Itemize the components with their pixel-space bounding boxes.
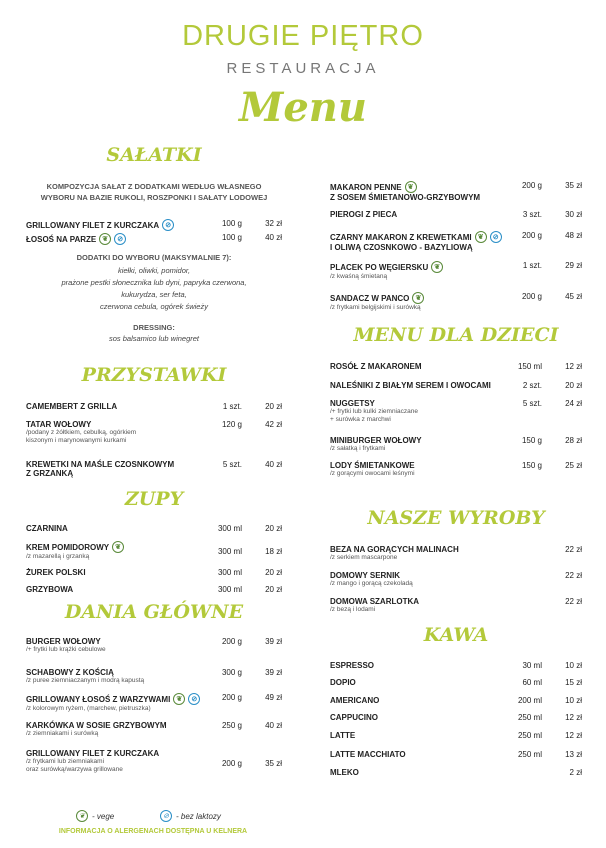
menu-item-name-row bbox=[330, 750, 582, 759]
menu-item-name-row bbox=[330, 362, 582, 371]
menu-item-price: 20 zł bbox=[265, 402, 282, 411]
menu-item-name-row bbox=[330, 381, 582, 390]
menu-item bbox=[26, 668, 282, 685]
menu-item-quantity: 200 g bbox=[221, 693, 242, 702]
menu-item bbox=[26, 637, 282, 654]
menu-item-price: 12 zł bbox=[565, 713, 582, 722]
menu-item bbox=[26, 420, 282, 445]
restaurant-name: DRUGIE PIĘTRO bbox=[182, 20, 424, 52]
menu-item-price: 2 zł bbox=[569, 768, 582, 777]
menu-item-name-row bbox=[330, 713, 582, 722]
menu-item-name-row bbox=[330, 597, 582, 606]
menu-item-price: 29 zł bbox=[565, 261, 582, 270]
dressing-text: sos balsamico lub winegret bbox=[108, 334, 200, 343]
menu-item-name-row bbox=[330, 292, 582, 304]
menu-item-name: PIEROGI Z PIECA bbox=[330, 210, 398, 219]
menu-item-description: /z bezą i lodami bbox=[330, 606, 376, 613]
menu-item-description: /z sałatką i frytkami bbox=[330, 445, 386, 452]
menu-item-name: MINIBURGER WOŁOWY bbox=[330, 436, 422, 445]
menu-item-name-row bbox=[330, 545, 582, 554]
menu-item-description: /+ frytki lub krążki cebulowe bbox=[26, 646, 106, 653]
menu-item-quantity: 300 g bbox=[221, 668, 242, 677]
menu-item-name: CZARNY MAKARON Z KREWETKAMI bbox=[330, 232, 472, 242]
menu-item-name-row bbox=[26, 637, 282, 646]
menu-item-description: + surówka z marchwi bbox=[330, 416, 391, 423]
menu-item-name-row bbox=[26, 693, 282, 705]
menu-item-name-row bbox=[330, 696, 582, 705]
menu-item-name-row bbox=[330, 731, 582, 740]
menu-item-quantity: 200 g bbox=[521, 292, 542, 301]
menu-item-quantity: 300 ml bbox=[217, 547, 242, 556]
menu-item-description: /z gorącymi owocami leśnymi bbox=[330, 470, 415, 477]
menu-item bbox=[330, 399, 582, 424]
menu-item-name-row bbox=[26, 524, 282, 533]
menu-item-description: /z kolorowym ryżem, (marchew, pietruszka) bbox=[26, 705, 151, 712]
menu-item-name: SCHABOWY Z KOŚCIĄ bbox=[26, 668, 114, 677]
menu-item-quantity: 300 ml bbox=[217, 524, 242, 533]
menu-item-name: CZARNINA bbox=[26, 524, 68, 533]
addons-title: DODATKI DO WYBORU (MAKSYMALNIE 7): bbox=[76, 253, 232, 262]
salads-intro-line: KOMPOZYCJA SAŁAT Z DODATKAMI WEDŁUG WŁASNEGO bbox=[46, 182, 262, 191]
addons-line: kukurydza, ser feta, bbox=[121, 290, 187, 299]
menu-item bbox=[330, 571, 582, 588]
menu-item-name-row bbox=[330, 181, 582, 193]
menu-item-quantity: 60 ml bbox=[522, 678, 542, 687]
menu-item bbox=[330, 713, 582, 722]
menu-item-price: 42 zł bbox=[265, 420, 282, 429]
menu-item bbox=[26, 233, 282, 245]
legend-vege bbox=[76, 810, 114, 822]
menu-item bbox=[330, 381, 582, 390]
menu-item-quantity: 200 g bbox=[221, 759, 242, 768]
menu-item bbox=[330, 750, 582, 759]
menu-item-name-row bbox=[26, 233, 282, 245]
menu-item bbox=[330, 661, 582, 670]
menu-item-price: 20 zł bbox=[265, 585, 282, 594]
menu-item-price: 20 zł bbox=[265, 524, 282, 533]
menu-item-name: MAKARON PENNE bbox=[330, 182, 402, 192]
menu-item bbox=[330, 362, 582, 371]
menu-item-name: DOMOWY SERNIK bbox=[330, 571, 401, 580]
menu-item-quantity: 1 szt. bbox=[522, 261, 542, 270]
menu-item bbox=[330, 181, 582, 202]
menu-item-price: 48 zł bbox=[565, 231, 582, 240]
menu-item-name: NUGGETSY bbox=[330, 399, 375, 408]
section-title-desserts: NASZE WYROBY bbox=[367, 507, 545, 529]
menu-item-quantity: 250 ml bbox=[517, 750, 542, 759]
legend-vege-label: - vege bbox=[92, 811, 115, 821]
menu-item-quantity: 300 ml bbox=[217, 585, 242, 594]
menu-item-price: 40 zł bbox=[265, 233, 282, 242]
menu-item-name: LATTE bbox=[330, 731, 356, 740]
menu-item-quantity: 200 ml bbox=[517, 696, 542, 705]
leaf-icon: ❦ bbox=[412, 292, 424, 304]
menu-item-description: kiszonym i marynowanymi kurkami bbox=[26, 437, 127, 444]
menu-item-price: 20 zł bbox=[265, 568, 282, 577]
menu-item-name-row bbox=[330, 768, 582, 777]
menu-item-quantity: 300 ml bbox=[217, 568, 242, 577]
menu-item-name-row bbox=[330, 661, 582, 670]
menu-item bbox=[330, 261, 582, 281]
menu-item-name: KREM POMIDOROWY bbox=[26, 542, 110, 552]
menu-item bbox=[26, 402, 282, 411]
leaf-icon: ❦ bbox=[475, 231, 487, 243]
menu-item-name: NALEŚNIKI Z BIAŁYM SEREM I OWOCAMI bbox=[330, 381, 491, 390]
menu-item-name: DOPIO bbox=[330, 678, 356, 687]
menu-item bbox=[330, 545, 582, 562]
menu-item-price: 40 zł bbox=[265, 721, 282, 730]
leaf-icon: ❦ bbox=[112, 541, 124, 553]
menu-item-price: 35 zł bbox=[565, 181, 582, 190]
menu-item-quantity: 3 szt. bbox=[522, 210, 542, 219]
menu-item-price: 15 zł bbox=[565, 678, 582, 687]
section-title-kids: MENU DLA DZIECI bbox=[353, 324, 559, 346]
menu-item bbox=[26, 568, 282, 577]
menu-item-description: oraz surówką/warzywa grillowane bbox=[26, 766, 123, 773]
menu-item-quantity: 150 g bbox=[521, 436, 542, 445]
menu-item-name-row bbox=[26, 469, 282, 478]
menu-title: Menu bbox=[239, 84, 367, 131]
menu-item-quantity: 5 szt. bbox=[522, 399, 542, 408]
menu-item bbox=[26, 541, 282, 561]
addons-line: kiełki, oliwki, pomidor, bbox=[117, 266, 191, 275]
menu-item-name: LODY ŚMIETANKOWE bbox=[330, 461, 415, 470]
legend-lf-label: - bez laktozy bbox=[176, 811, 221, 821]
menu-item-name: ROSÓŁ Z MAKARONEM bbox=[330, 362, 422, 371]
addons-line: prażone pestki słonecznika lub dyni, papryka czerwona, bbox=[61, 278, 247, 287]
menu-item-name: MLEKO bbox=[330, 768, 359, 777]
menu-item-name-cont: I OLIWĄ CZOSNKOWO - BAZYLIOWĄ bbox=[330, 243, 473, 252]
menu-item-price: 22 zł bbox=[565, 571, 582, 580]
menu-item-name-row bbox=[330, 210, 582, 219]
menu-item-price: 10 zł bbox=[565, 661, 582, 670]
menu-item bbox=[26, 721, 282, 738]
menu-item-description: /z frytkami belgijskimi i surówką bbox=[330, 304, 421, 311]
menu-item-name-row bbox=[330, 571, 582, 580]
menu-item-description: /+ frytki lub kulki ziemniaczane bbox=[330, 408, 418, 415]
section-title-mains: DANIA GŁÓWNE bbox=[64, 601, 244, 623]
menu-item-name-row bbox=[330, 436, 582, 445]
section-title-soups: ZUPY bbox=[124, 488, 184, 510]
menu-item-name: GRZYBOWA bbox=[26, 585, 74, 594]
menu-item-name: GRILLOWANY FILET Z KURCZAKA bbox=[26, 749, 160, 758]
lactose-free-icon: ⊘ bbox=[490, 231, 502, 243]
restaurant-subtitle: RESTAURACJA bbox=[226, 60, 380, 77]
menu-item-name: KREWETKI NA MAŚLE CZOSNKOWYM bbox=[26, 460, 175, 469]
dressing-title: DRESSING: bbox=[133, 323, 175, 332]
menu-item-price: 12 zł bbox=[565, 362, 582, 371]
menu-item-quantity: 5 szt. bbox=[222, 460, 242, 469]
menu-item-name: BEZA NA GORĄCYCH MALINACH bbox=[330, 545, 459, 554]
menu-item-quantity: 120 g bbox=[221, 420, 242, 429]
menu-item-quantity: 250 g bbox=[221, 721, 242, 730]
salads-intro bbox=[26, 181, 282, 203]
menu-item-price: 28 zł bbox=[565, 436, 582, 445]
menu-item-price: 35 zł bbox=[265, 759, 282, 768]
menu-item-price: 49 zł bbox=[265, 693, 282, 702]
menu-item bbox=[330, 436, 582, 453]
menu-item bbox=[26, 460, 282, 478]
menu-item bbox=[330, 210, 582, 219]
leaf-icon: ❦ bbox=[76, 810, 88, 822]
menu-item-name: KARKÓWKA W SOSIE GRZYBOWYM bbox=[26, 721, 167, 730]
menu-item-price: 40 zł bbox=[265, 460, 282, 469]
menu-item-name: BURGER WOŁOWY bbox=[26, 637, 101, 646]
menu-item-description: /z ziemniakami i surówką bbox=[26, 730, 99, 737]
menu-item-name: GRILLOWANY ŁOSOŚ Z WARZYWAMI bbox=[26, 694, 171, 704]
menu-item bbox=[26, 219, 282, 231]
menu-item-name: ŁOSOŚ NA PARZE bbox=[26, 234, 97, 244]
menu-item-name: CAMEMBERT Z GRILLA bbox=[26, 402, 118, 411]
menu-item bbox=[26, 585, 282, 594]
menu-item-price: 18 zł bbox=[265, 547, 282, 556]
leaf-icon: ❦ bbox=[99, 233, 111, 245]
section-title-coffee: KAWA bbox=[423, 624, 489, 646]
menu-item-quantity: 100 g bbox=[221, 219, 242, 228]
leaf-icon: ❦ bbox=[173, 693, 185, 705]
menu-item bbox=[330, 461, 582, 478]
menu-item-name: PLACEK PO WĘGIERSKU bbox=[330, 262, 429, 272]
menu-item bbox=[330, 696, 582, 705]
salads-intro-line: WYBORU NA BAZIE RUKOLI, ROSZPONKI I SAŁATY LODOWEJ bbox=[40, 193, 268, 202]
menu-item-name: TATAR WOŁOWY bbox=[26, 420, 92, 429]
menu-item-name-row bbox=[330, 231, 582, 243]
menu-item-name-row bbox=[26, 420, 282, 429]
menu-item-name-row bbox=[26, 402, 282, 411]
addons-line: czerwona cebula, ogórek świeży bbox=[100, 302, 208, 311]
menu-item-quantity: 200 g bbox=[521, 181, 542, 190]
menu-item-name-row bbox=[26, 585, 282, 594]
menu-item-quantity: 150 ml bbox=[517, 362, 542, 371]
menu-item-price: 25 zł bbox=[565, 461, 582, 470]
menu-item-name-row bbox=[330, 678, 582, 687]
menu-item-name: AMERICANO bbox=[330, 696, 380, 705]
menu-item bbox=[26, 749, 282, 774]
menu-item-name-row bbox=[26, 668, 282, 677]
menu-item-description: /z kwaśną śmietaną bbox=[330, 273, 388, 280]
menu-item-quantity: 2 szt. bbox=[522, 381, 542, 390]
menu-item-description: /z mazarellą i grzanką bbox=[26, 553, 90, 560]
menu-item-price: 32 zł bbox=[265, 219, 282, 228]
menu-item-name-row bbox=[26, 541, 282, 553]
menu-item-price: 22 zł bbox=[565, 597, 582, 606]
menu-item bbox=[26, 524, 282, 533]
menu-item-quantity: 150 g bbox=[521, 461, 542, 470]
menu-item-name: SANDACZ W PANCO bbox=[330, 293, 410, 303]
menu-item bbox=[330, 597, 582, 614]
menu-item-name-row bbox=[330, 243, 582, 252]
menu-item-name-row bbox=[26, 568, 282, 577]
menu-item-name: CAPPUCINO bbox=[330, 713, 379, 722]
menu-item-name: GRILLOWANY FILET Z KURCZAKA bbox=[26, 220, 160, 230]
menu-item-name-row bbox=[26, 219, 282, 231]
menu-item-name-row bbox=[330, 193, 582, 202]
menu-item bbox=[330, 231, 582, 252]
menu-item-name-row bbox=[26, 749, 282, 758]
menu-item-quantity: 200 g bbox=[221, 637, 242, 646]
menu-item-name-row bbox=[330, 261, 582, 273]
menu-item-price: 39 zł bbox=[265, 637, 282, 646]
lactose-free-icon: ⊘ bbox=[160, 810, 172, 822]
legend-lactose-free bbox=[160, 810, 221, 822]
menu-item-name: LATTE MACCHIATO bbox=[330, 750, 406, 759]
lactose-free-icon: ⊘ bbox=[162, 219, 174, 231]
addons-list bbox=[26, 265, 282, 313]
menu-item-description: /podany z żółtkiem, cebulką, ogórkiem bbox=[26, 429, 137, 436]
menu-item-description: /z puree ziemniaczanym i modrą kapustą bbox=[26, 677, 145, 684]
menu-item-price: 39 zł bbox=[265, 668, 282, 677]
menu-item-price: 30 zł bbox=[565, 210, 582, 219]
menu-item-quantity: 30 ml bbox=[522, 661, 542, 670]
menu-item bbox=[330, 731, 582, 740]
lactose-free-icon: ⊘ bbox=[188, 693, 200, 705]
menu-item-price: 45 zł bbox=[565, 292, 582, 301]
menu-item-quantity: 250 ml bbox=[517, 731, 542, 740]
leaf-icon: ❦ bbox=[405, 181, 417, 193]
menu-item-name-cont: Z SOSEM ŚMIETANOWO-GRZYBOWYM bbox=[330, 193, 481, 202]
menu-item-name-row bbox=[26, 460, 282, 469]
lactose-free-icon: ⊘ bbox=[114, 233, 126, 245]
allergen-note: INFORMACJA O ALERGENACH DOSTĘPNA U KELNERA bbox=[58, 828, 248, 835]
menu-item bbox=[26, 693, 282, 713]
menu-item-name-row bbox=[26, 721, 282, 730]
menu-item-price: 22 zł bbox=[565, 545, 582, 554]
menu-item-quantity: 200 g bbox=[521, 231, 542, 240]
section-title-salads: SAŁATKI bbox=[106, 144, 202, 166]
menu-item-price: 20 zł bbox=[565, 381, 582, 390]
menu-item-name: ESPRESSO bbox=[330, 661, 375, 670]
menu-item-name: DOMOWA SZARLOTKA bbox=[330, 597, 420, 606]
menu-item-price: 24 zł bbox=[565, 399, 582, 408]
menu-item-price: 10 zł bbox=[565, 696, 582, 705]
menu-item bbox=[330, 292, 582, 312]
menu-item bbox=[330, 678, 582, 687]
menu-item-description: /z mango i gorącą czekoladą bbox=[330, 580, 413, 587]
menu-item-quantity: 1 szt. bbox=[222, 402, 242, 411]
menu-item-name-cont: Z GRZANKĄ bbox=[26, 469, 74, 478]
section-title-starters: PRZYSTAWKI bbox=[81, 364, 227, 386]
menu-item-description: /z frytkami lub ziemniakami bbox=[26, 758, 105, 765]
menu-item-description: /z serkiem mascarpone bbox=[330, 554, 398, 561]
menu-item bbox=[330, 768, 582, 777]
menu-item-quantity: 100 g bbox=[221, 233, 242, 242]
menu-item-price: 12 zł bbox=[565, 731, 582, 740]
menu-item-quantity: 250 ml bbox=[517, 713, 542, 722]
menu-item-name-row bbox=[330, 399, 582, 408]
menu-item-name: ŻUREK POLSKI bbox=[26, 568, 86, 577]
leaf-icon: ❦ bbox=[431, 261, 443, 273]
menu-item-price: 13 zł bbox=[565, 750, 582, 759]
menu-item-name-row bbox=[330, 461, 582, 470]
